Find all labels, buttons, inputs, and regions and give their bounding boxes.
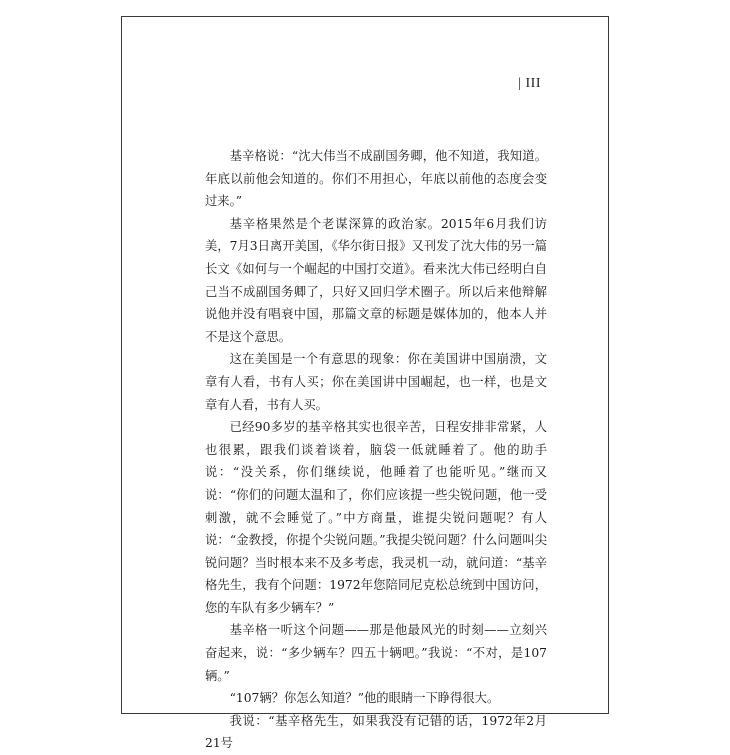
paragraph: “107辆？你怎么知道？”他的眼睛一下睁得很大。	[229, 691, 500, 706]
paragraph: 这在美国是一个有意思的现象：你在美国讲中国崩溃，文章有人看，书有人买；你在美国讲中国崛起，也一样，也是文章有人看，书有人买。	[205, 352, 547, 412]
paragraph: 我说：“基辛格先生，如果我没有记错的话，1972年2月21号	[205, 713, 547, 751]
paragraph: 已经90多岁的基辛格其实也很辛苦，日程安排非常紧，人也很累，跟我们谈着谈着，脑袋一低就睡着了。他的助手说：“没关系，你们继续说，他睡着了也能听见。”继而又说：“你们的问题太温和了，你们应该提一些尖锐问题，他一受刺激，就不会睡觉了。”中方商量，谁提尖锐问题呢？有人说：“金教授，你提个尖锐问题。”我提尖锐问题？什么问题叫尖锐问题？当时根本来不及多考虑，我灵机一动，就问道：“基辛格先生，我有个问题：1972年您陪同尼克松总统到中国访问，您的车队有多少辆车？”	[205, 420, 547, 615]
paragraph: 基辛格一听这个问题——那是他最风光的时刻——立刻兴奋起来，说：“多少辆车？四五十辆吧。”我说：“不对，是107辆。”	[205, 623, 547, 683]
paragraph: 基辛格说：“沈大伟当不成副国务卿，他不知道，我知道。年底以前他会知道的。你们不用担心，年底以前他的态度会变过来。”	[205, 149, 547, 209]
book-page	[121, 16, 609, 751]
body-text	[205, 145, 547, 755]
paragraph: 基辛格果然是个老谋深算的政治家。2015年6月我们访美，7月3日离开美国，《华尔街日报》又刊发了沈大伟的另一篇长文《如何与一个崛起的中国打交道》。看来沈大伟已经明白自己当不成副国务卿了，只好又回归学术圈子。所以后来他辩解说他并没有唱衰中国，那篇文章的标题是媒体加的，他本人并不是这个意思。	[205, 216, 547, 344]
page-number: | III	[518, 76, 541, 91]
